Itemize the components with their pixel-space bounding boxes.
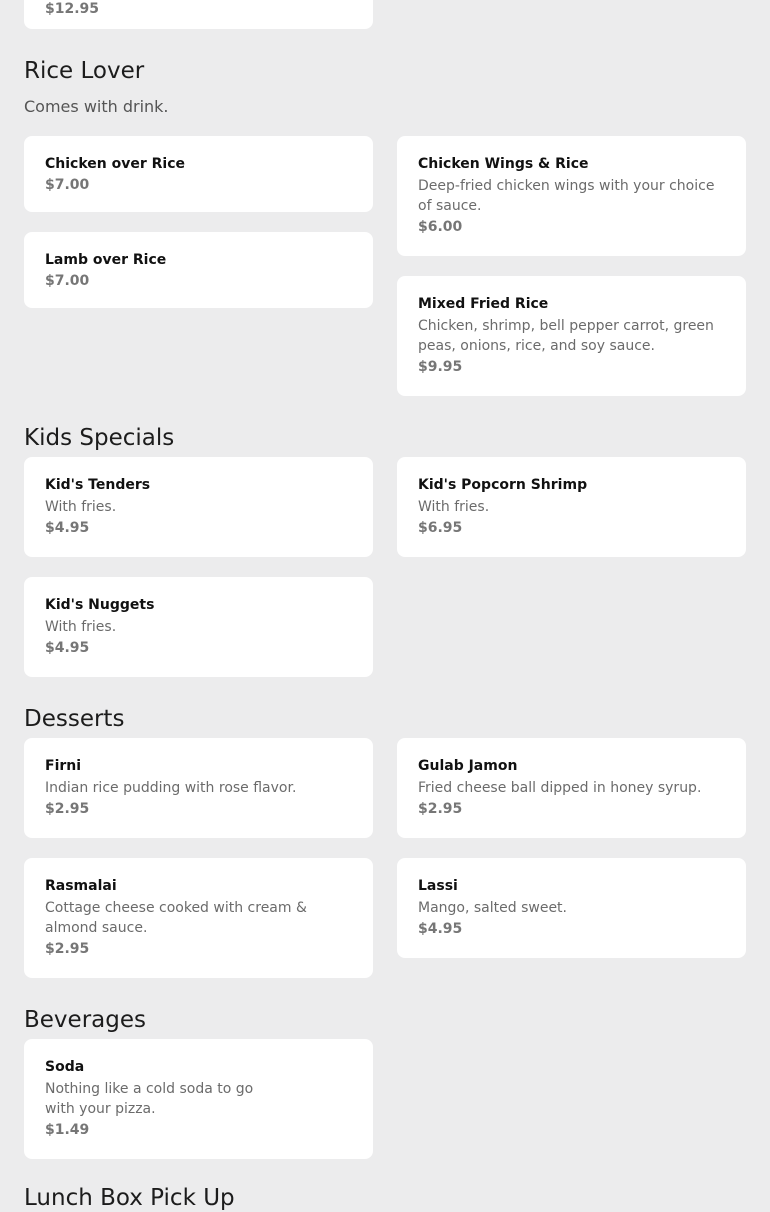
item-description: Cottage cheese cooked with cream & almond sauce. bbox=[45, 900, 307, 936]
menu-item-soda[interactable] bbox=[24, 1039, 373, 1159]
item-price: $4.95 bbox=[418, 921, 463, 937]
section-subtitle-rice-lover: Comes with drink. bbox=[24, 97, 169, 116]
menu-item-firni[interactable] bbox=[24, 738, 373, 838]
item-description: Mango, salted sweet. bbox=[418, 900, 567, 916]
item-description: Nothing like a cold soda to go with your pizza. bbox=[45, 1081, 254, 1117]
menu-item-kids-tenders[interactable] bbox=[24, 457, 373, 557]
item-price: $6.00 bbox=[418, 219, 463, 235]
menu-item-chicken-over-rice[interactable] bbox=[24, 136, 373, 212]
menu-item-rasmalai[interactable] bbox=[24, 858, 373, 978]
item-name: Kid's Popcorn Shrimp bbox=[418, 477, 588, 493]
item-description: Fried cheese ball dipped in honey syrup. bbox=[418, 780, 702, 796]
menu-item-kids-nuggets[interactable] bbox=[24, 577, 373, 677]
menu-item-lamb-over-rice[interactable] bbox=[24, 232, 373, 308]
item-price: $4.95 bbox=[45, 640, 90, 656]
section-title-kids-specials: Kids Specials bbox=[24, 425, 175, 451]
item-description: Indian rice pudding with rose flavor. bbox=[45, 780, 297, 796]
item-name: Lamb over Rice bbox=[45, 252, 167, 268]
item-price: $4.95 bbox=[45, 520, 90, 536]
menu-item-chicken-wings-rice[interactable] bbox=[397, 136, 746, 256]
item-description: With fries. bbox=[418, 499, 490, 515]
item-name: Chicken Wings & Rice bbox=[418, 156, 589, 172]
item-price: $7.00 bbox=[45, 177, 90, 193]
section-title-lunch-box-pick-up: Lunch Box Pick Up bbox=[24, 1185, 235, 1211]
menu-item-kids-popcorn-shrimp[interactable] bbox=[397, 457, 746, 557]
item-price: $2.95 bbox=[418, 801, 463, 817]
item-name: Kid's Tenders bbox=[45, 477, 151, 493]
section-title-beverages: Beverages bbox=[24, 1007, 146, 1033]
menu-item-mixed-fried-rice[interactable] bbox=[397, 276, 746, 396]
section-title-rice-lover: Rice Lover bbox=[24, 58, 145, 84]
item-name: Chicken over Rice bbox=[45, 156, 185, 172]
item-description: With fries. bbox=[45, 619, 117, 635]
menu-item-lassi[interactable] bbox=[397, 858, 746, 958]
item-price: $1.49 bbox=[45, 1122, 90, 1138]
item-price: $2.95 bbox=[45, 941, 90, 957]
item-description: Deep-fried chicken wings with your choice of sauce. bbox=[418, 178, 715, 214]
item-price: $9.95 bbox=[418, 359, 463, 375]
item-name: Lassi bbox=[418, 878, 458, 894]
item-description: Chicken, shrimp, bell pepper carrot, green peas, onions, rice, and soy sauce. bbox=[418, 318, 714, 354]
item-name: Mixed Fried Rice bbox=[418, 296, 549, 312]
item-price: $12.95 bbox=[45, 1, 100, 17]
section-title-desserts: Desserts bbox=[24, 706, 125, 732]
item-price: $7.00 bbox=[45, 273, 90, 289]
item-name: Gulab Jamon bbox=[418, 758, 518, 774]
menu-item-card[interactable] bbox=[24, 0, 373, 29]
item-price: $6.95 bbox=[418, 520, 463, 536]
item-name: Soda bbox=[45, 1059, 85, 1075]
item-name: Firni bbox=[45, 758, 82, 774]
item-description: With fries. bbox=[45, 499, 117, 515]
menu-item-gulab-jamon[interactable] bbox=[397, 738, 746, 838]
item-name: Kid's Nuggets bbox=[45, 597, 155, 613]
item-name: Rasmalai bbox=[45, 878, 117, 894]
item-price: $2.95 bbox=[45, 801, 90, 817]
